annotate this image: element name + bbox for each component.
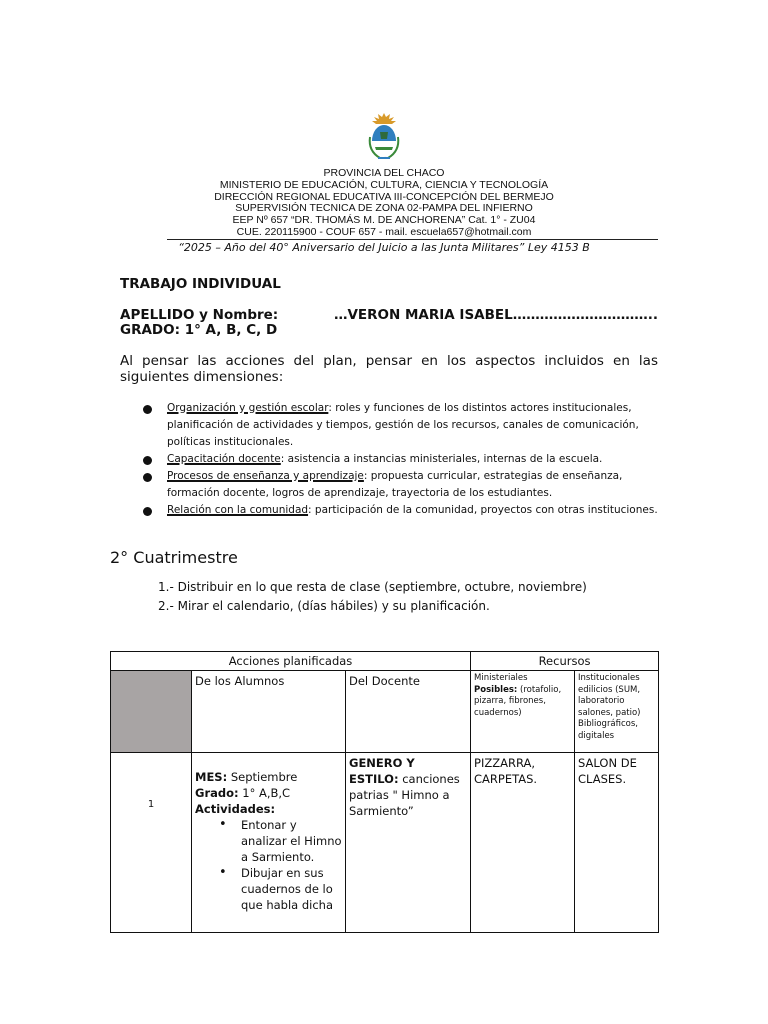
list-item (143, 451, 663, 468)
header-direction: DIRECCIÓN REGIONAL EDUCATIVA III-CONCEPCIÓN DEL BERMEJO (214, 191, 554, 203)
dimension-term: Capacitación docente (167, 453, 281, 465)
row-docente (346, 753, 471, 933)
table-header-row (111, 652, 659, 671)
section-item-2: 2.- Mirar el calendario, (días hábiles) y su planificación. (158, 599, 490, 613)
grade-label: GRADO: (120, 322, 181, 338)
mes-line (195, 769, 342, 785)
posibles-label: Posibles: (474, 684, 518, 695)
table-row (111, 753, 659, 933)
bullet-icon (143, 507, 152, 516)
intro-paragraph: Al pensar las acciones del plan, pensar en los aspectos incluidos en las siguientes dimensiones: (120, 353, 658, 385)
dimension-term: Organización y gestión escolar (167, 402, 329, 414)
row-number: 1 (111, 753, 192, 933)
mes-label: MES: (195, 770, 228, 784)
grey-cell (111, 671, 192, 753)
plan-table (110, 651, 659, 933)
list-item: • Dibujar en sus cuadernos de lo que habla dicha (219, 865, 342, 913)
table-subheader-row (111, 671, 659, 753)
header-contact: CUE. 220115900 - COUF 657 - mail. escuela657@hotmail.com (236, 226, 532, 238)
row-alumnos (192, 753, 346, 933)
header-motto: “2025 – Año del 40° Aniversario del Juicio a las Junta Militares” Ley 4153 B (178, 241, 590, 254)
row-ministeriales: PIZZARRA, CARPETAS. (471, 753, 575, 933)
dimension-text: : participación de la comunidad, proyectos con otras instituciones. (308, 504, 658, 516)
col-docente: Del Docente (346, 671, 471, 753)
docente-label: GENERO Y ESTILO: (349, 756, 415, 786)
dimension-text: : asistencia a instancias ministeriales, internas de la escuela. (280, 453, 603, 465)
bullet-icon (143, 405, 152, 414)
doc-title: TRABAJO INDIVIDUAL (120, 276, 281, 292)
dimension-text: : propuesta curricular, estrategias de enseñanza, formación docente, logros de aprendizaje, trayectoria de los estudiantes. (167, 470, 623, 499)
header-supervision: SUPERVISIÓN TECNICA DE ZONA 02-PAMPA DEL INFIERNO (235, 202, 533, 214)
grado-label: Grado: (195, 786, 239, 800)
dimensions-list (143, 400, 663, 519)
col-ministeriales (471, 671, 575, 753)
bullet-icon (143, 473, 152, 482)
col-institucionales: Institucionales edilicios (SUM, laboratorio salones, patio) Bibliográficos, digitales (575, 671, 659, 753)
actividades-text: Actividades: (195, 802, 276, 816)
header-acciones: Acciones planificadas (111, 652, 471, 671)
grado-line (195, 785, 342, 801)
bullet-icon (143, 456, 152, 465)
col-alumnos: De los Alumnos (192, 671, 346, 753)
header-school: EEP Nº 657 “DR. THOMÁS M. DE ANCHORENA” Cat. 1° - ZU04 (232, 214, 536, 226)
name-label: APELLIDO y Nombre: (120, 307, 279, 323)
header-ministry: MINISTERIO DE EDUCACIÓN, CULTURA, CIENCIA Y TECNOLOGÍA (219, 179, 549, 191)
ministeriales-label: Ministeriales (474, 673, 528, 683)
list-item (143, 400, 663, 451)
docente-text: canciones patrias " Himno a Sarmiento” (349, 772, 460, 818)
list-item: • Entonar y analizar el Himno a Sarmiento. (219, 817, 342, 865)
header-divider (167, 239, 658, 240)
actividades-label (195, 801, 342, 817)
grade-value: 1° A, B, C, D (184, 322, 278, 338)
dimension-term: Procesos de enseñanza y aprendizaje (167, 470, 364, 482)
section-title: 2° Cuatrimestre (110, 548, 238, 567)
mes-value: Septiembre (227, 770, 298, 784)
list-item (143, 468, 663, 502)
header-province: PROVINCIA DEL CHACO (323, 167, 445, 179)
coat-of-arms-emblem (366, 111, 402, 161)
student-name-line (120, 307, 658, 323)
name-value: …VERON MARIA ISABEL………………………….. (333, 307, 658, 323)
row-institucionales: SALON DE CLASES. (575, 753, 659, 933)
grado-value: 1° A,B,C (238, 786, 291, 800)
activities-list (195, 817, 342, 913)
dimension-text: : roles y funciones de los distintos actores institucionales, planificación de actividades y tiempos, gestión de los recursos, canales de comunicación, políticas institucionales. (167, 402, 639, 448)
ministeriales-examples: (rotafolio, pizarra, fibrones, cuadernos) (474, 684, 562, 718)
header-recursos: Recursos (471, 652, 659, 671)
grade-line (120, 322, 277, 338)
list-item (143, 502, 663, 519)
dimension-term: Relación con la comunidad (167, 504, 309, 516)
section-item-1: 1.- Distribuir en lo que resta de clase (septiembre, octubre, noviembre) (158, 580, 587, 594)
